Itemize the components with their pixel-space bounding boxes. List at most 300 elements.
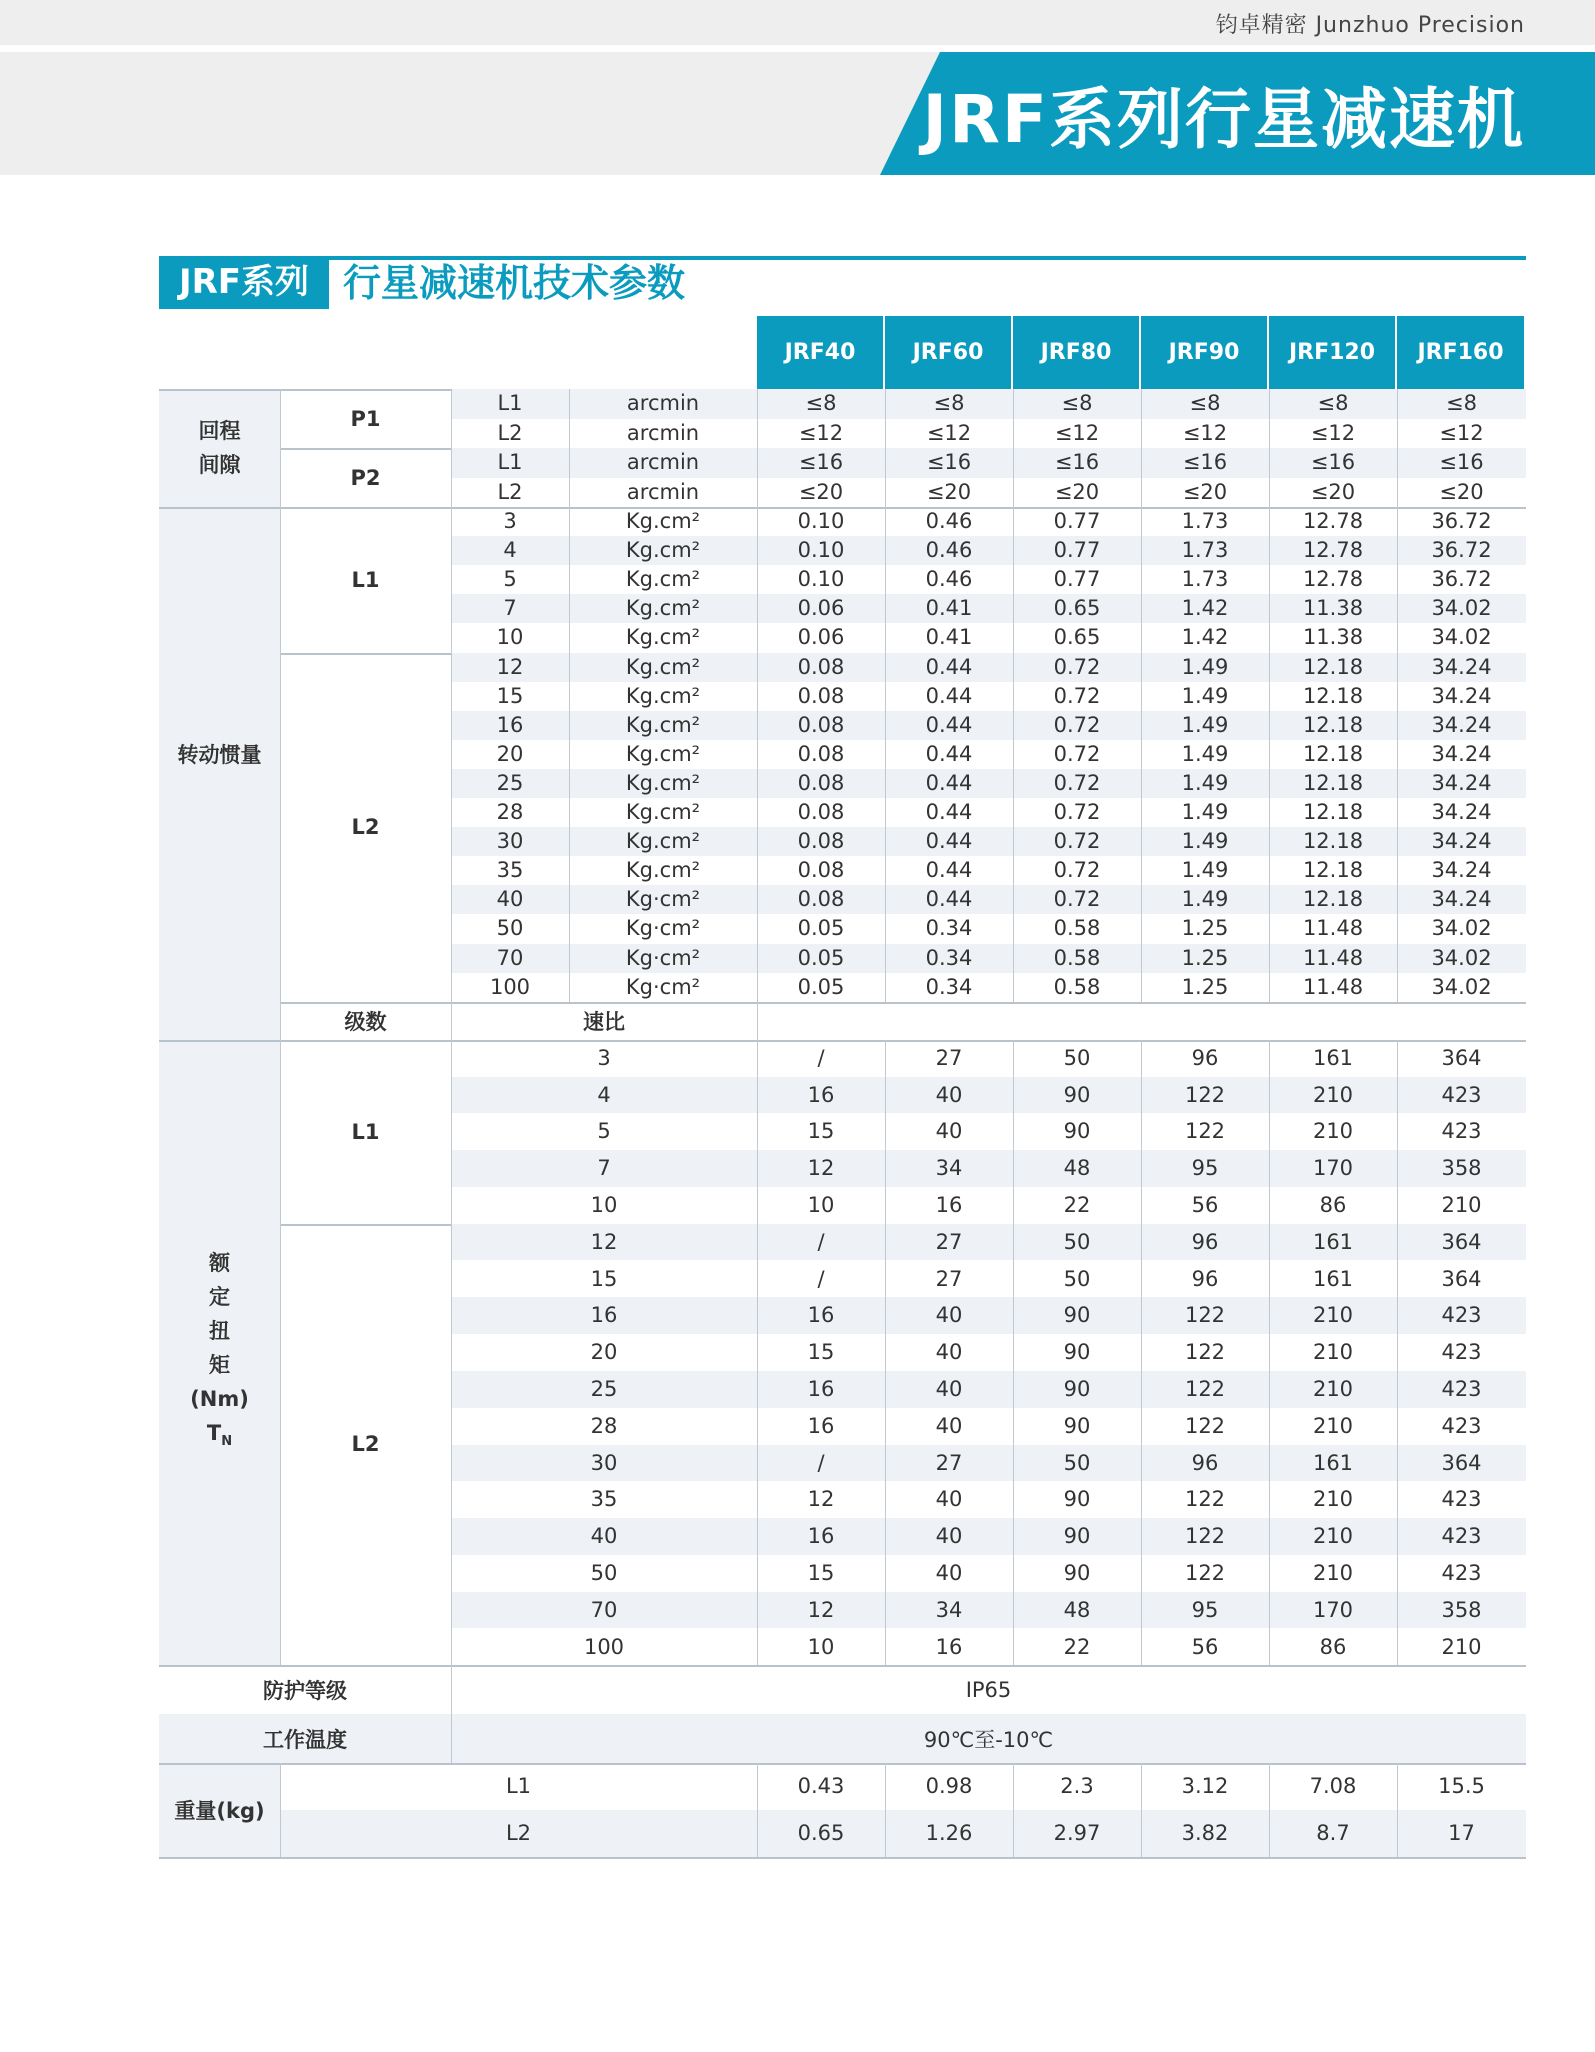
weight-label: 重量(kg) (159, 1763, 280, 1857)
column-divider (1397, 1040, 1398, 1666)
inertia-value: 1.49 (1181, 858, 1229, 883)
inertia-unit: Kg.cm² (625, 683, 701, 708)
torque-value: / (817, 1045, 825, 1070)
model-header-jrf80: JRF80 (1013, 316, 1141, 389)
torque-value: 423 (1441, 1487, 1482, 1512)
torque-value: 364 (1441, 1229, 1482, 1254)
torque-value: 423 (1441, 1119, 1482, 1144)
torque-value: 40 (935, 1560, 963, 1585)
torque-value: 423 (1441, 1560, 1482, 1585)
torque-value: 96 (1191, 1450, 1219, 1475)
inertia-value: 0.10 (797, 538, 845, 563)
torque-value: 16 (935, 1192, 963, 1217)
inertia-value: 11.48 (1302, 945, 1364, 970)
inertia-unit: Kg.cm² (625, 858, 701, 883)
torque-group-label: L1 (351, 1119, 380, 1144)
torque-value: 40 (935, 1524, 963, 1549)
backlash-value: ≤8 (1189, 391, 1221, 415)
inertia-value: 12.18 (1302, 741, 1364, 766)
inertia-value: 0.77 (1053, 509, 1101, 533)
inertia-value: 0.06 (797, 596, 845, 621)
inertia-value: 34.02 (1431, 916, 1492, 941)
inertia-value: 36.72 (1431, 509, 1492, 533)
inertia-value: 1.49 (1181, 741, 1229, 766)
inertia-value: 0.10 (797, 567, 845, 592)
column-divider (1269, 389, 1270, 1002)
inertia-unit: Kg.cm² (625, 625, 701, 650)
torque-value: 423 (1441, 1376, 1482, 1401)
inertia-ratio: 20 (496, 741, 524, 766)
torque-value: 40 (935, 1487, 963, 1512)
torque-ratio: 28 (590, 1413, 618, 1438)
inertia-value: 1.49 (1181, 887, 1229, 912)
inertia-value: 0.58 (1053, 974, 1101, 999)
backlash-value: ≤8 (1446, 391, 1477, 415)
torque-value: 161 (1312, 1045, 1354, 1070)
weight-value: 0.43 (797, 1774, 845, 1799)
protection-label: 防护等级 (263, 1678, 347, 1703)
torque-value: 364 (1441, 1266, 1482, 1291)
inertia-value: 12.78 (1302, 538, 1364, 563)
inertia-value: 34.24 (1431, 829, 1492, 854)
model-header-jrf160: JRF160 (1397, 316, 1526, 389)
backlash-unit: arcmin (626, 450, 700, 474)
inertia-value: 0.44 (925, 741, 973, 766)
inertia-value: 0.77 (1053, 538, 1101, 563)
inertia-value: 0.34 (925, 945, 973, 970)
torque-value: 27 (935, 1229, 963, 1254)
inertia-value: 1.49 (1181, 683, 1229, 708)
backlash-value: ≤16 (926, 450, 972, 474)
inertia-value: 0.41 (925, 625, 973, 650)
backlash-value: ≤20 (1054, 479, 1100, 504)
model-header-jrf120: JRF120 (1269, 316, 1397, 389)
inertia-value: 12.18 (1302, 800, 1364, 824)
column-divider (451, 1714, 452, 1763)
torque-value: 358 (1441, 1597, 1482, 1622)
column-divider (1269, 1040, 1270, 1666)
torque-ratio: 5 (597, 1119, 611, 1144)
inertia-ratio: 7 (503, 596, 517, 621)
torque-value: 96 (1191, 1266, 1219, 1291)
inertia-value: 34.24 (1431, 712, 1492, 737)
backlash-value: ≤8 (933, 391, 965, 415)
weight-value: 3.12 (1181, 1774, 1229, 1799)
inertia-value: 1.73 (1181, 567, 1229, 592)
inertia-unit: Kg.cm² (625, 596, 701, 621)
inertia-value: 1.49 (1181, 829, 1229, 854)
inertia-value: 34.24 (1431, 858, 1492, 883)
inertia-value: 0.44 (925, 887, 973, 912)
inertia-value: 0.77 (1053, 567, 1101, 592)
torque-value: 22 (1063, 1192, 1091, 1217)
model-header-row (757, 316, 1526, 389)
torque-value: 95 (1191, 1597, 1219, 1622)
backlash-stage: L1 (497, 391, 523, 415)
inertia-value: 0.44 (925, 683, 973, 708)
torque-value: 15 (807, 1560, 835, 1585)
torque-value: 122 (1184, 1524, 1226, 1549)
torque-value: 90 (1063, 1376, 1091, 1401)
inertia-value: 0.05 (797, 945, 845, 970)
torque-value: 27 (935, 1450, 963, 1475)
inertia-value: 1.25 (1181, 974, 1229, 999)
torque-value: 90 (1063, 1340, 1091, 1365)
column-divider (1013, 389, 1014, 1002)
inertia-value: 12.18 (1302, 887, 1364, 912)
backlash-value: ≤16 (1310, 450, 1356, 474)
backlash-value: ≤16 (798, 450, 844, 474)
inertia-value: 1.25 (1181, 916, 1229, 941)
torque-value: 122 (1184, 1303, 1226, 1328)
inertia-ratio: 5 (503, 567, 517, 592)
torque-value: 90 (1063, 1560, 1091, 1585)
torque-value: 161 (1312, 1450, 1354, 1475)
inertia-value: 1.25 (1181, 945, 1229, 970)
column-divider (1141, 389, 1142, 1002)
inertia-value: 34.24 (1431, 770, 1492, 795)
torque-value: 12 (807, 1597, 835, 1622)
column-divider (1141, 1763, 1142, 1857)
inertia-value: 0.05 (797, 916, 845, 941)
torque-value: 16 (807, 1376, 835, 1401)
column-divider (885, 1040, 886, 1666)
inertia-value: 1.73 (1181, 538, 1229, 563)
torque-value: 10 (807, 1192, 835, 1217)
torque-ratio: 10 (590, 1192, 618, 1217)
inertia-unit: Kg.cm² (625, 654, 701, 679)
inertia-value: 0.72 (1053, 741, 1101, 766)
backlash-stage: L2 (497, 479, 523, 504)
row-divider (159, 1857, 1526, 1859)
inertia-value: 34.24 (1431, 741, 1492, 766)
page-title: JRF系列行星减速机 (922, 81, 1525, 158)
inertia-value: 12.78 (1302, 509, 1364, 533)
inertia-unit: Kg·cm² (625, 887, 701, 912)
inertia-unit: Kg.cm² (625, 800, 701, 824)
torque-value: 96 (1191, 1229, 1219, 1254)
torque-value: 16 (807, 1303, 835, 1328)
torque-value: 423 (1441, 1524, 1482, 1549)
inertia-value: 12.78 (1302, 567, 1364, 592)
column-divider (1013, 1040, 1014, 1666)
inertia-value: 0.72 (1053, 829, 1101, 854)
weight-value: 2.97 (1053, 1821, 1101, 1846)
torque-ratio: 4 (597, 1082, 611, 1107)
torque-ratio: 25 (590, 1376, 618, 1401)
inertia-value: 0.72 (1053, 712, 1101, 737)
torque-value: 210 (1312, 1082, 1354, 1107)
torque-value: 210 (1312, 1303, 1354, 1328)
backlash-value: ≤20 (1182, 479, 1228, 504)
inertia-value: 0.65 (1053, 625, 1101, 650)
inertia-ratio: 50 (496, 916, 524, 941)
inertia-value: 0.08 (797, 741, 845, 766)
torque-value: 95 (1191, 1156, 1219, 1181)
backlash-value: ≤12 (1439, 420, 1484, 445)
torque-group-label: L2 (351, 1432, 380, 1457)
inertia-value: 0.34 (925, 916, 973, 941)
inertia-value: 1.49 (1181, 800, 1229, 824)
weight-stage: L1 (505, 1774, 532, 1799)
torque-value: 90 (1063, 1413, 1091, 1438)
torque-value: 210 (1312, 1487, 1354, 1512)
torque-value: 40 (935, 1119, 963, 1144)
inertia-ratio: 35 (496, 858, 524, 883)
torque-value: 90 (1063, 1487, 1091, 1512)
inertia-value: 1.42 (1181, 596, 1229, 621)
torque-value: 423 (1441, 1082, 1482, 1107)
torque-value: 90 (1063, 1303, 1091, 1328)
inertia-value: 34.02 (1431, 596, 1492, 621)
weight-value: 15.5 (1438, 1774, 1485, 1799)
inertia-value: 1.49 (1181, 712, 1229, 737)
torque-symbol (207, 1416, 232, 1459)
inertia-unit: Kg.cm² (625, 829, 701, 854)
inertia-value: 0.08 (797, 683, 845, 708)
inertia-ratio: 28 (496, 800, 524, 824)
weight-value: 2.3 (1060, 1774, 1094, 1799)
column-divider (280, 1763, 281, 1857)
torque-value: / (817, 1266, 825, 1291)
ratio-header-stage: 级数 (344, 1009, 387, 1034)
torque-value: 96 (1191, 1045, 1219, 1070)
inertia-value: 0.41 (925, 596, 973, 621)
backlash-value: ≤16 (1182, 450, 1228, 474)
backlash-value: ≤12 (1054, 420, 1100, 445)
inertia-value: 34.02 (1431, 945, 1492, 970)
torque-value: 12 (807, 1156, 835, 1181)
inertia-value: 12.18 (1302, 683, 1364, 708)
column-divider (757, 1040, 758, 1666)
torque-ratio: 7 (597, 1156, 611, 1181)
torque-value: 210 (1312, 1413, 1354, 1438)
inertia-value: 36.72 (1431, 567, 1492, 592)
inertia-value: 0.72 (1053, 858, 1101, 883)
ratio-header-blank (159, 1002, 280, 1040)
column-divider (569, 389, 570, 1002)
inertia-value: 0.58 (1053, 945, 1101, 970)
torque-value: 12 (807, 1487, 835, 1512)
torque-value: 34 (935, 1156, 963, 1181)
torque-value: 16 (807, 1082, 835, 1107)
torque-value: 16 (807, 1524, 835, 1549)
torque-value: 16 (935, 1634, 963, 1659)
inertia-unit: Kg.cm² (625, 538, 701, 563)
inertia-value: 1.42 (1181, 625, 1229, 650)
section-tag: JRF系列 (159, 256, 329, 309)
torque-ratio: 30 (590, 1450, 618, 1475)
inertia-value: 0.08 (797, 654, 845, 679)
torque-ratio: 15 (590, 1266, 618, 1291)
inertia-unit: Kg.cm² (625, 567, 701, 592)
inertia-value: 0.58 (1053, 916, 1101, 941)
inertia-label: 转动惯量 (159, 507, 280, 1002)
torque-value: 34 (935, 1597, 963, 1622)
backlash-value: ≤16 (1439, 450, 1484, 474)
inertia-value: 11.38 (1302, 596, 1364, 621)
inertia-value: 0.72 (1053, 800, 1101, 824)
torque-value: 161 (1312, 1266, 1354, 1291)
backlash-unit: arcmin (626, 479, 700, 504)
torque-value: 22 (1063, 1634, 1091, 1659)
inertia-value: 0.44 (925, 712, 973, 737)
weight-value: 17 (1448, 1821, 1475, 1846)
column-divider (280, 389, 281, 1002)
model-header-jrf60: JRF60 (885, 316, 1013, 389)
backlash-value: ≤12 (926, 420, 972, 445)
column-divider (885, 389, 886, 1002)
torque-value: 40 (935, 1082, 963, 1107)
inertia-ratio: 70 (496, 945, 524, 970)
inertia-value: 0.46 (925, 567, 973, 592)
torque-value: 50 (1063, 1266, 1091, 1291)
inertia-value: 34.24 (1431, 887, 1492, 912)
backlash-value: ≤20 (1439, 479, 1484, 504)
torque-value: 27 (935, 1266, 963, 1291)
torque-label-text: 额 定 扭 矩 (Nm) (190, 1250, 249, 1411)
weight-value: 8.7 (1316, 1821, 1350, 1846)
backlash-unit: arcmin (626, 420, 700, 445)
torque-value: 10 (807, 1634, 835, 1659)
torque-ratio: 20 (590, 1340, 618, 1365)
inertia-value: 12.18 (1302, 770, 1364, 795)
torque-value: 15 (807, 1119, 835, 1144)
column-divider (885, 1763, 886, 1857)
inertia-value: 11.38 (1302, 625, 1364, 650)
backlash-value: ≤8 (805, 391, 837, 415)
torque-value: 210 (1312, 1376, 1354, 1401)
inertia-unit: Kg·cm² (625, 916, 701, 941)
torque-value: 90 (1063, 1082, 1091, 1107)
inertia-ratio: 30 (496, 829, 524, 854)
inertia-value: 1.73 (1181, 509, 1229, 533)
inertia-ratio: 3 (503, 509, 517, 533)
inertia-value: 0.46 (925, 538, 973, 563)
backlash-group-label: P1 (350, 406, 381, 431)
torque-value: 210 (1312, 1340, 1354, 1365)
inertia-value: 0.08 (797, 770, 845, 795)
temperature-value: 90℃至-10℃ (923, 1727, 1054, 1752)
torque-value: 40 (935, 1376, 963, 1401)
torque-value: 56 (1191, 1192, 1219, 1217)
torque-symbol-sub: N (221, 1434, 233, 1450)
torque-ratio: 70 (590, 1597, 618, 1622)
backlash-value: ≤20 (798, 479, 844, 504)
torque-value: 210 (1312, 1524, 1354, 1549)
inertia-value: 0.44 (925, 800, 973, 824)
torque-value: 170 (1312, 1156, 1354, 1181)
inertia-value: 0.44 (925, 829, 973, 854)
column-divider (757, 1002, 758, 1040)
torque-value: 210 (1441, 1192, 1482, 1217)
inertia-value: 0.46 (925, 509, 973, 533)
temperature-label: 工作温度 (263, 1727, 347, 1752)
inertia-value: 12.18 (1302, 858, 1364, 883)
inertia-value: 0.34 (925, 974, 973, 999)
torque-value: 170 (1312, 1597, 1354, 1622)
inertia-value: 34.02 (1431, 974, 1492, 999)
inertia-value: 0.72 (1053, 683, 1101, 708)
inertia-value: 34.24 (1431, 654, 1492, 679)
weight-value: 0.98 (925, 1774, 973, 1799)
inertia-value: 36.72 (1431, 538, 1492, 563)
inertia-ratio: 16 (496, 712, 524, 737)
inertia-value: 0.08 (797, 829, 845, 854)
torque-ratio: 35 (590, 1487, 618, 1512)
torque-ratio: 3 (597, 1045, 611, 1070)
column-divider (757, 389, 758, 1002)
column-divider (757, 1763, 758, 1857)
inertia-unit: Kg·cm² (625, 974, 701, 999)
inertia-ratio: 4 (503, 538, 517, 563)
inertia-value: 0.08 (797, 712, 845, 737)
ratio-header-ratio: 速比 (583, 1009, 625, 1034)
torque-value: 364 (1441, 1045, 1482, 1070)
inertia-value: 11.48 (1302, 974, 1364, 999)
torque-value: 122 (1184, 1413, 1226, 1438)
inertia-value: 1.49 (1181, 654, 1229, 679)
inertia-value: 34.24 (1431, 683, 1492, 708)
torque-value: 86 (1319, 1192, 1347, 1217)
inertia-value: 0.05 (797, 974, 845, 999)
inertia-value: 0.44 (925, 770, 973, 795)
torque-value: 40 (935, 1303, 963, 1328)
torque-value: 27 (935, 1045, 963, 1070)
inertia-value: 1.49 (1181, 770, 1229, 795)
torque-value: 50 (1063, 1450, 1091, 1475)
backlash-value: ≤20 (1310, 479, 1356, 504)
backlash-value: ≤16 (1054, 450, 1100, 474)
torque-ratio: 16 (590, 1303, 618, 1328)
column-divider (1013, 1763, 1014, 1857)
torque-value: 423 (1441, 1303, 1482, 1328)
backlash-group-label: P2 (350, 465, 381, 490)
torque-value: 210 (1312, 1560, 1354, 1585)
inertia-value: 0.06 (797, 625, 845, 650)
torque-ratio: 12 (590, 1229, 618, 1254)
spec-table (159, 389, 1526, 2049)
torque-value: 358 (1441, 1156, 1482, 1181)
torque-value: 122 (1184, 1082, 1226, 1107)
torque-value: 16 (807, 1413, 835, 1438)
torque-value: 40 (935, 1340, 963, 1365)
column-divider (451, 1002, 452, 1040)
inertia-ratio: 100 (489, 974, 531, 999)
torque-value: 50 (1063, 1045, 1091, 1070)
column-divider (451, 1040, 452, 1666)
inertia-value: 11.48 (1302, 916, 1364, 941)
column-divider (1141, 1040, 1142, 1666)
backlash-stage: L2 (497, 420, 523, 445)
column-divider (1397, 389, 1398, 1002)
torque-value: 122 (1184, 1560, 1226, 1585)
torque-value: 48 (1063, 1156, 1091, 1181)
inertia-unit: Kg.cm² (625, 712, 701, 737)
inertia-ratio: 40 (496, 887, 524, 912)
inertia-value: 12.18 (1302, 654, 1364, 679)
torque-value: 50 (1063, 1229, 1091, 1254)
inertia-value: 0.08 (797, 887, 845, 912)
backlash-value: ≤12 (798, 420, 844, 445)
inertia-value: 12.18 (1302, 829, 1364, 854)
inertia-unit: Kg.cm² (625, 770, 701, 795)
backlash-value: ≤12 (1182, 420, 1228, 445)
model-header-jrf40: JRF40 (757, 316, 885, 389)
inertia-unit: Kg.cm² (625, 741, 701, 766)
inertia-group-label: L1 (351, 567, 380, 592)
inertia-value: 34.02 (1431, 625, 1492, 650)
